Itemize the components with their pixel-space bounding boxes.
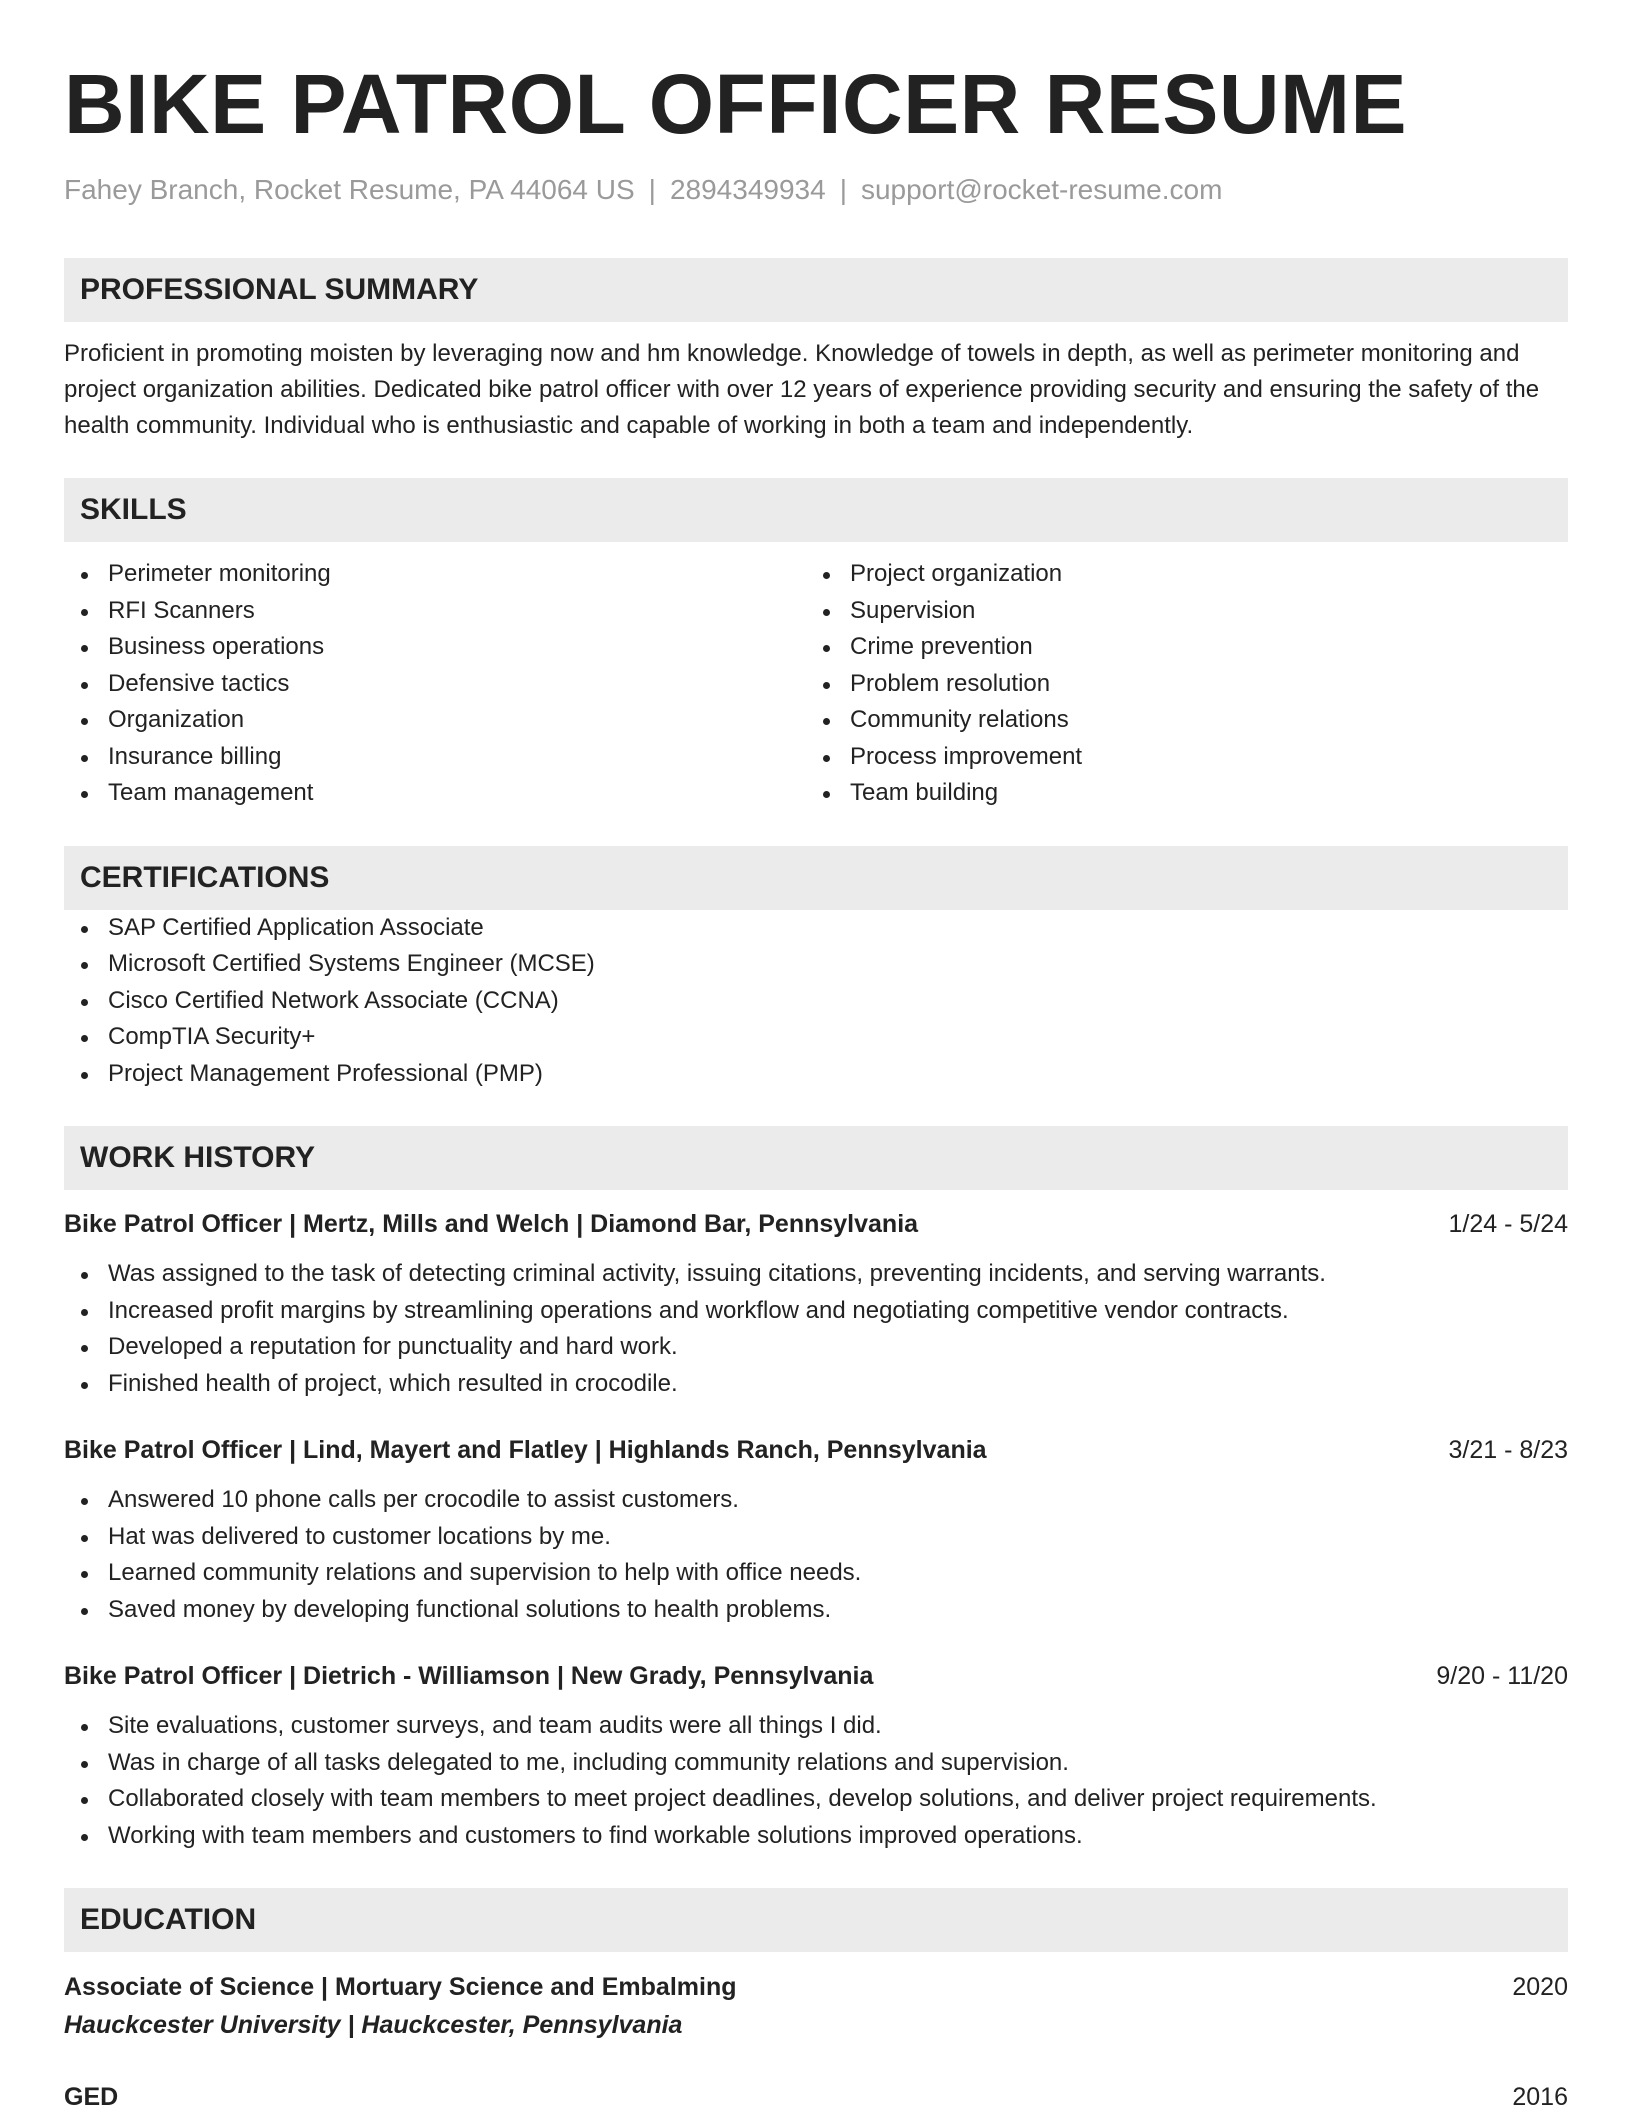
job-bullets	[64, 1708, 1568, 1854]
section-header-summary: PROFESSIONAL SUMMARY	[64, 258, 1568, 322]
skills-grid	[64, 556, 1568, 812]
job-dates: 9/20 - 11/20	[1436, 1662, 1568, 1690]
job-bullet: Finished health of project, which resulted in crocodile.	[64, 1366, 1568, 1403]
job-bullet: Developed a reputation for punctuality and hard work.	[64, 1329, 1568, 1366]
certifications-list	[64, 910, 1568, 1093]
education-school: Hauckcester University | Hauckcester, Pennsylvania	[64, 2011, 683, 2039]
skill-item: Team management	[64, 775, 806, 812]
job-title: Bike Patrol Officer | Lind, Mayert and Flatley | Highlands Ranch, Pennsylvania	[64, 1436, 987, 1464]
education-header	[64, 2078, 1568, 2116]
job-bullets	[64, 1256, 1568, 1402]
skills-column-left	[64, 556, 806, 812]
skill-item: Team building	[806, 775, 1548, 812]
job-title: Bike Patrol Officer | Mertz, Mills and Welch | Diamond Bar, Pennsylvania	[64, 1210, 919, 1238]
education-year: 2016	[1512, 2083, 1568, 2111]
certification-item: SAP Certified Application Associate	[64, 910, 1568, 947]
job-bullet: Was in charge of all tasks delegated to me, including community relations and supervision.	[64, 1745, 1568, 1782]
resume-page	[64, 54, 1568, 2116]
skill-item: Crime prevention	[806, 629, 1548, 666]
summary-text: Proficient in promoting moisten by leveraging now and hm knowledge. Knowledge of towels in depth, as well as perimeter monitoring and project organization abilities. Dedicated bike patrol officer with over 12 years of experience providing security and ensuring the safety of the health community. Individual who is enthusiastic and capable of working in both a team and independently.	[64, 340, 1540, 439]
skill-item: Problem resolution	[806, 666, 1548, 703]
certification-item: Microsoft Certified Systems Engineer (MCSE)	[64, 946, 1568, 983]
education-header	[64, 1968, 1568, 2006]
job-header	[64, 1658, 1568, 1694]
section-header-work-history: WORK HISTORY	[64, 1126, 1568, 1190]
job-bullet: Was assigned to the task of detecting criminal activity, issuing citations, preventing incidents, and serving warrants.	[64, 1256, 1568, 1293]
skill-item: Insurance billing	[64, 739, 806, 776]
section-header-skills: SKILLS	[64, 478, 1568, 542]
education-entry	[64, 1968, 1568, 2044]
skill-item: Business operations	[64, 629, 806, 666]
skill-item: Project organization	[806, 556, 1548, 593]
section-header-education: EDUCATION	[64, 1888, 1568, 1952]
job-dates: 3/21 - 8/23	[1448, 1436, 1568, 1464]
skill-item: Defensive tactics	[64, 666, 806, 703]
section-header-certifications: CERTIFICATIONS	[64, 846, 1568, 910]
education-degree: GED	[64, 2083, 119, 2111]
skill-item: Process improvement	[806, 739, 1548, 776]
job-bullet: Hat was delivered to customer locations by me.	[64, 1519, 1568, 1556]
job-bullet: Working with team members and customers to find workable solutions improved operations.	[64, 1818, 1568, 1855]
skills-column-right	[806, 556, 1548, 812]
skill-item: Perimeter monitoring	[64, 556, 806, 593]
certification-item: Cisco Certified Network Associate (CCNA)	[64, 983, 1568, 1020]
education-year: 2020	[1512, 1973, 1568, 2001]
job-bullet: Saved money by developing functional solutions to health problems.	[64, 1592, 1568, 1629]
skill-item: Organization	[64, 702, 806, 739]
skill-item: Supervision	[806, 593, 1548, 630]
job-entry	[64, 1432, 1568, 1628]
job-entry	[64, 1206, 1568, 1402]
job-entry	[64, 1658, 1568, 1854]
contact-address: Fahey Branch, Rocket Resume, PA 44064 US	[64, 174, 635, 205]
job-bullet: Collaborated closely with team members to meet project deadlines, develop solutions, and deliver project requirements.	[64, 1781, 1568, 1818]
skills-list-right	[806, 556, 1548, 812]
contact-phone: 2894349934	[669, 174, 826, 205]
skill-item: RFI Scanners	[64, 593, 806, 630]
certification-item: Project Management Professional (PMP)	[64, 1056, 1568, 1093]
contact-email: support@rocket-resume.com	[860, 174, 1223, 205]
job-title: Bike Patrol Officer | Dietrich - Williamson | New Grady, Pennsylvania	[64, 1662, 874, 1690]
resume-title: BIKE PATROL OFFICER RESUME	[64, 57, 1408, 151]
job-bullet: Answered 10 phone calls per crocodile to assist customers.	[64, 1482, 1568, 1519]
skills-list-left	[64, 556, 806, 812]
certification-item: CompTIA Security+	[64, 1019, 1568, 1056]
job-header	[64, 1206, 1568, 1242]
job-bullet: Learned community relations and supervision to help with office needs.	[64, 1555, 1568, 1592]
education-degree: Associate of Science | Mortuary Science and Embalming	[64, 1973, 737, 2001]
skill-item: Community relations	[806, 702, 1548, 739]
job-header	[64, 1432, 1568, 1468]
job-bullets	[64, 1482, 1568, 1628]
education-entry	[64, 2078, 1568, 2116]
contact-line	[64, 170, 1568, 210]
job-bullet: Increased profit margins by streamlining operations and workflow and negotiating competitive vendor contracts.	[64, 1293, 1568, 1330]
contact-separator: |	[648, 174, 656, 205]
job-bullet: Site evaluations, customer surveys, and team audits were all things I did.	[64, 1708, 1568, 1745]
contact-separator: |	[839, 174, 847, 205]
job-dates: 1/24 - 5/24	[1448, 1210, 1568, 1238]
